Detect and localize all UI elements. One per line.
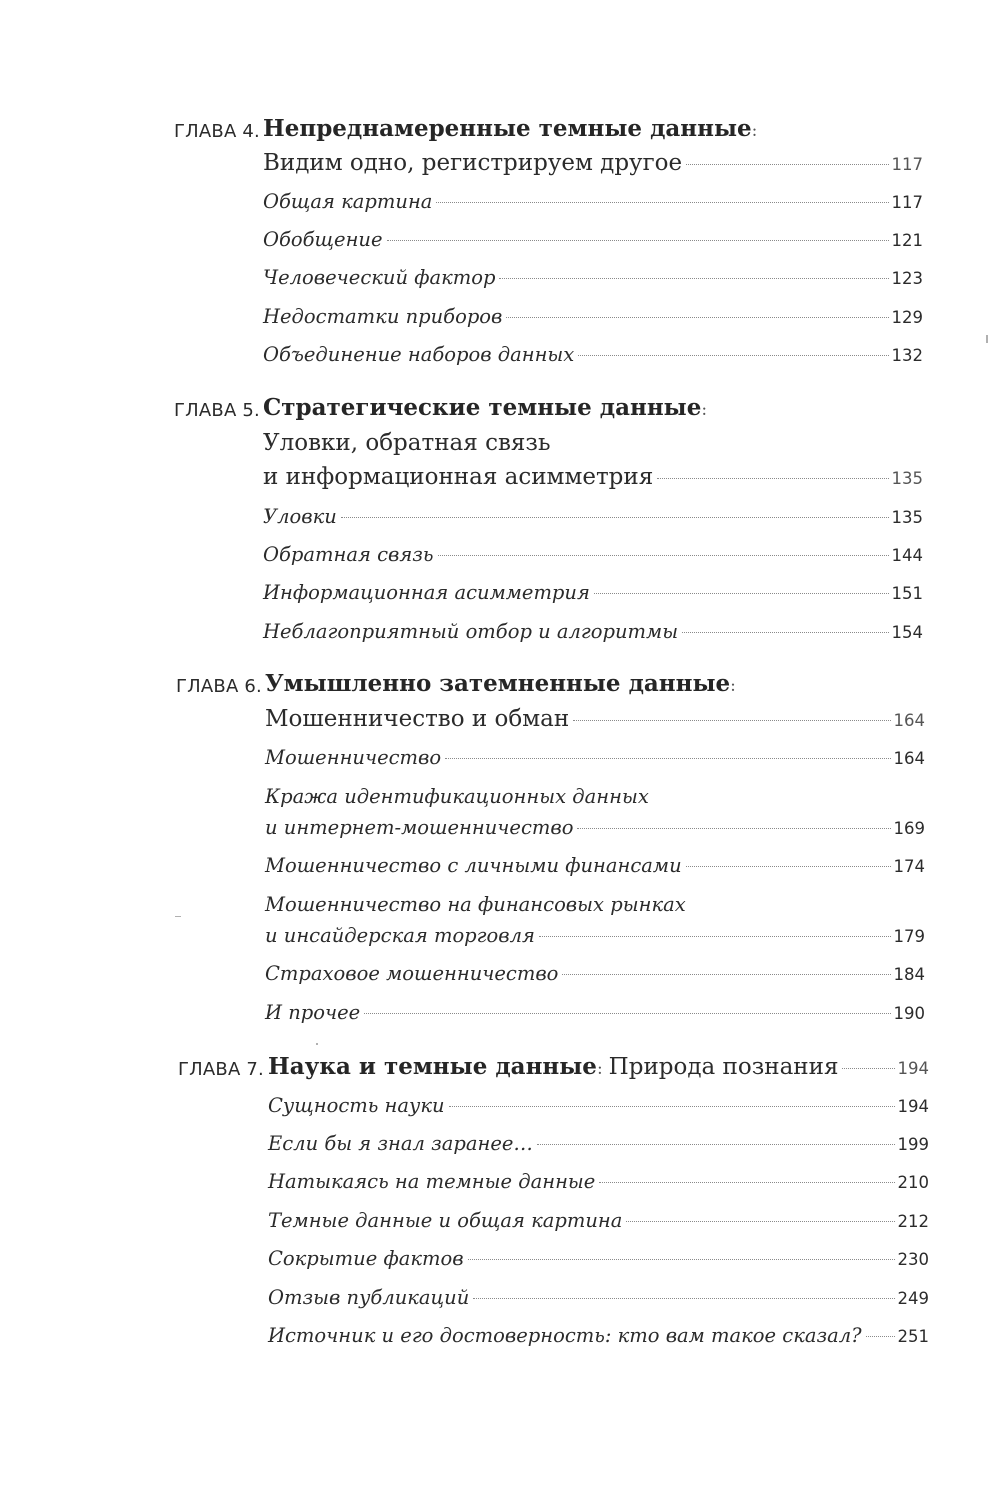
page-number: 164	[893, 749, 925, 768]
page-number: 174	[893, 857, 925, 876]
page-number: 117	[891, 155, 923, 174]
page-number: 154	[891, 623, 923, 642]
section-title: Источник и его достоверность: кто вам такое сказал?	[268, 1324, 862, 1347]
page-number: 135	[891, 469, 923, 488]
chapter-subtitle-line[interactable]	[263, 464, 923, 490]
leader-dots	[449, 1106, 895, 1107]
leader-dots	[594, 593, 889, 594]
leader-dots	[473, 1298, 894, 1299]
chapter-subtitle: Природа познания	[608, 1054, 839, 1080]
leader-dots	[686, 164, 888, 165]
chapter-colon: :	[596, 1059, 603, 1079]
section-title: Мошенничество	[265, 746, 442, 769]
chapter-title-line	[263, 394, 922, 421]
toc-entry[interactable]	[268, 1324, 929, 1347]
toc-entry[interactable]	[268, 1132, 929, 1155]
section-title: и инсайдерская торговля	[265, 924, 535, 947]
section-title: Сущность науки	[268, 1094, 445, 1117]
toc-entry[interactable]	[265, 962, 925, 985]
page-number: 194	[897, 1097, 929, 1116]
chapter-label: ГЛАВА 5.	[174, 400, 260, 421]
section-title: Если бы я знал заранее…	[268, 1132, 533, 1155]
chapter-subtitle-line	[263, 430, 923, 456]
toc-entry[interactable]	[268, 1247, 929, 1270]
chapter-title: Умышленно затемненные данные	[265, 670, 731, 697]
chapter-title: Непреднамеренные темные данные	[263, 115, 752, 142]
leader-dots	[499, 278, 888, 279]
section-title: Человеческий фактор	[263, 266, 496, 289]
toc-entry[interactable]	[268, 1094, 929, 1117]
leader-dots	[657, 478, 888, 479]
section-title: Темные данные и общая картина	[268, 1209, 623, 1232]
section-title: Сокрытие фактов	[268, 1247, 464, 1270]
toc-entry[interactable]	[263, 190, 923, 213]
section-title: Объединение наборов данных	[263, 343, 575, 366]
page-number: 179	[893, 927, 925, 946]
leader-dots	[578, 355, 888, 356]
toc-entry[interactable]	[263, 228, 923, 251]
chapter-title-line	[263, 115, 922, 142]
page-number: 184	[893, 965, 925, 984]
page-number: 117	[891, 193, 923, 212]
toc-entry[interactable]	[263, 543, 923, 566]
leader-dots	[682, 632, 888, 633]
chapter-colon: :	[701, 400, 708, 420]
section-title: Информационная асимметрия	[263, 581, 590, 604]
page-number: 194	[897, 1059, 929, 1078]
toc-entry[interactable]	[265, 1001, 925, 1024]
leader-dots	[436, 202, 888, 203]
section-title: Недостатки приборов	[263, 305, 503, 328]
page-number: 144	[891, 546, 923, 565]
toc-entry[interactable]	[268, 1286, 929, 1309]
page-number: 210	[897, 1173, 929, 1192]
toc-entry[interactable]	[263, 581, 923, 604]
leader-dots	[506, 317, 888, 318]
page-number: 121	[891, 231, 923, 250]
page-number: 212	[897, 1212, 929, 1231]
leader-dots	[438, 555, 889, 556]
scan-mark	[175, 916, 181, 917]
section-title: Уловки	[263, 505, 337, 528]
scan-mark	[316, 1043, 318, 1045]
chapter-title-line[interactable]	[268, 1053, 929, 1080]
leader-dots	[866, 1336, 895, 1337]
page-number: 230	[897, 1250, 929, 1269]
chapter-colon: :	[751, 121, 758, 141]
toc-entry[interactable]	[268, 1209, 929, 1232]
leader-dots	[445, 758, 890, 759]
toc-entry[interactable]	[263, 620, 923, 643]
toc-entry[interactable]	[265, 854, 925, 877]
chapter-title-line	[265, 670, 922, 697]
chapter-subtitle: Мошенничество и обман	[265, 706, 570, 732]
chapter-title: Стратегические темные данные	[263, 394, 702, 421]
leader-dots	[364, 1013, 890, 1014]
toc-entry[interactable]	[265, 816, 925, 839]
page-number: 123	[891, 269, 923, 288]
leader-dots	[341, 517, 889, 518]
page-number: 135	[891, 508, 923, 527]
toc-entry[interactable]	[265, 924, 925, 947]
page-number: 251	[897, 1327, 929, 1346]
leader-dots	[842, 1068, 894, 1069]
toc-entry-line[interactable]	[265, 893, 925, 916]
section-title: Неблагоприятный отбор и алгоритмы	[263, 620, 679, 643]
toc-entry[interactable]	[263, 505, 923, 528]
page-number: 249	[897, 1289, 929, 1308]
section-title: Мошенничество на финансовых рынках	[265, 893, 686, 916]
page-number: 190	[893, 1004, 925, 1023]
leader-dots	[387, 240, 889, 241]
toc-entry[interactable]	[263, 343, 923, 366]
chapter-colon: :	[730, 676, 736, 696]
chapter-subtitle: Уловки, обратная связь	[263, 430, 551, 456]
leader-dots	[562, 974, 890, 975]
leader-dots	[686, 866, 891, 867]
leader-dots	[626, 1221, 894, 1222]
leader-dots	[468, 1259, 895, 1260]
leader-dots	[599, 1182, 894, 1183]
section-title: и интернет-мошенничество	[265, 816, 574, 839]
toc-entry-line[interactable]	[265, 785, 925, 808]
page-number: 151	[891, 584, 923, 603]
scan-mark	[986, 335, 988, 343]
toc-entry[interactable]	[265, 746, 925, 769]
page-number: 132	[891, 346, 923, 365]
section-title: Страховое мошенничество	[265, 962, 559, 985]
page-number: 164	[893, 711, 925, 730]
chapter-label: ГЛАВА 6.	[176, 676, 262, 697]
section-title: Кража идентификационных данных	[265, 785, 649, 808]
leader-dots	[539, 936, 891, 937]
page-number: 169	[893, 819, 925, 838]
section-title: И прочее	[265, 1001, 361, 1024]
chapter-label: ГЛАВА 4.	[174, 121, 260, 142]
chapter-subtitle: Видим одно, регистрируем другое	[263, 150, 683, 176]
section-title: Натыкаясь на темные данные	[268, 1170, 596, 1193]
chapter-subtitle-line[interactable]	[263, 150, 923, 176]
chapter-subtitle: и информационная асимметрия	[263, 464, 654, 490]
section-title: Общая картина	[263, 190, 433, 213]
leader-dots	[537, 1144, 895, 1145]
section-title: Мошенничество с личными финансами	[265, 854, 682, 877]
leader-dots	[573, 720, 890, 721]
leader-dots	[577, 828, 890, 829]
chapter-title: Наука и темные данные	[268, 1053, 597, 1080]
chapter-label: ГЛАВА 7.	[178, 1059, 264, 1080]
toc-entry[interactable]	[263, 305, 923, 328]
chapter-subtitle-line[interactable]	[265, 706, 925, 732]
section-title: Отзыв публикаций	[268, 1286, 470, 1309]
section-title: Обратная связь	[263, 543, 434, 566]
page-number: 199	[897, 1135, 929, 1154]
toc-entry[interactable]	[263, 266, 923, 289]
page-number: 129	[891, 308, 923, 327]
section-title: Обобщение	[263, 228, 383, 251]
toc-entry[interactable]	[268, 1170, 929, 1193]
